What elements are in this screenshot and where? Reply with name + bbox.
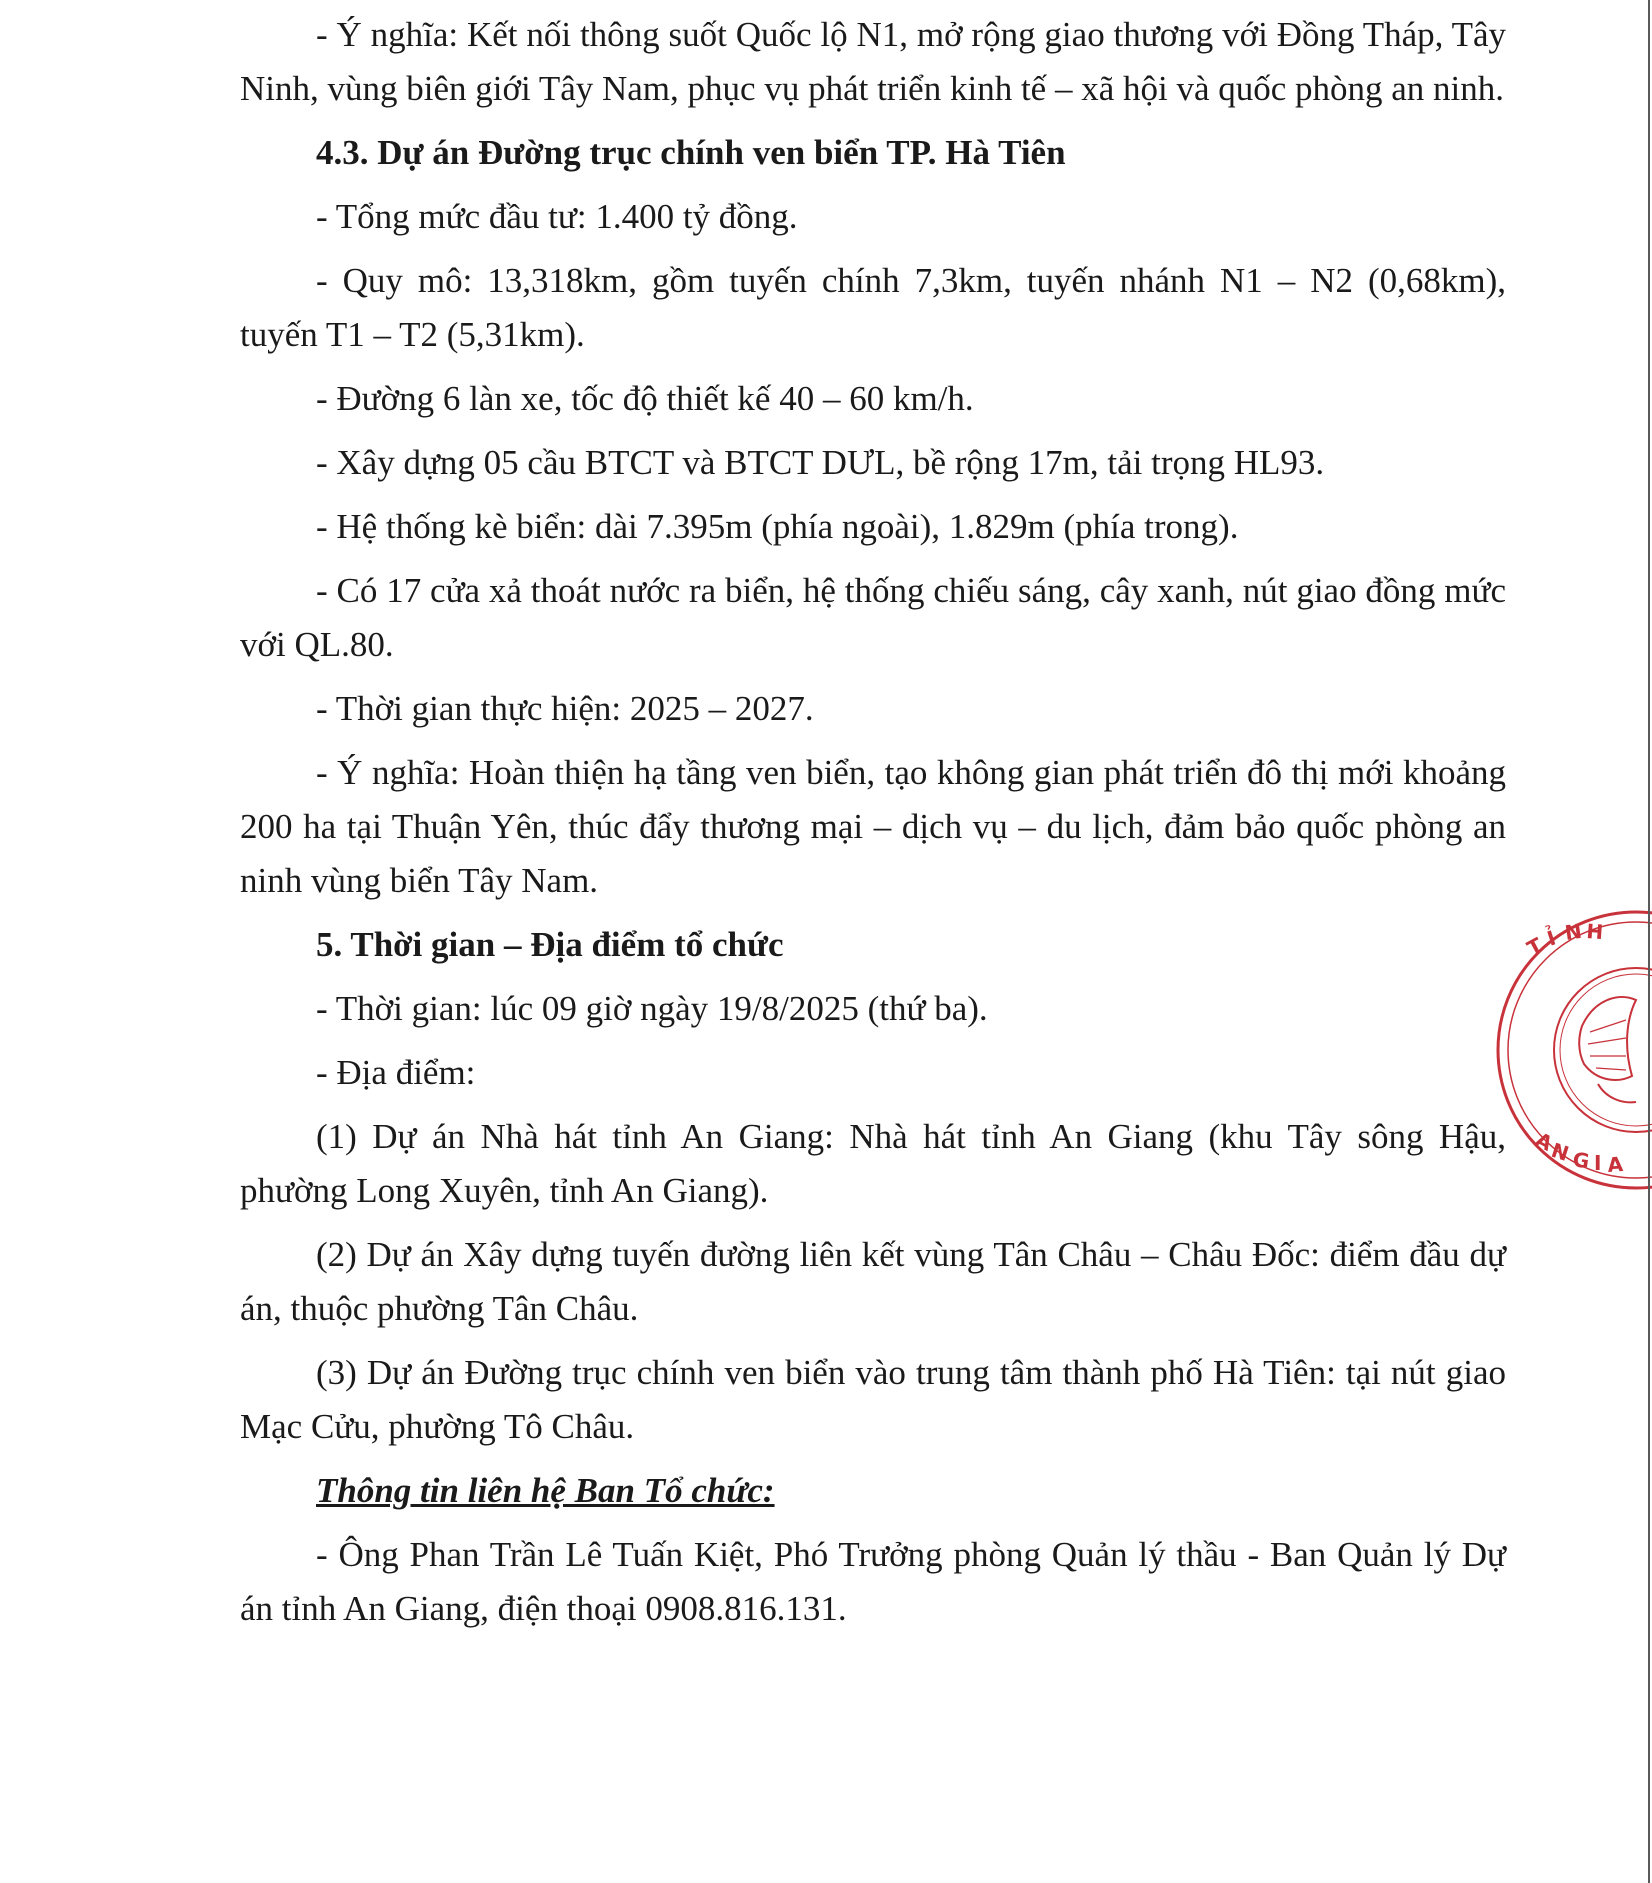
paragraph-bridges: - Xây dựng 05 cầu BTCT và BTCT DƯL, bề rộng 17m, tải trọng HL93.	[316, 443, 1325, 482]
page-edge-line	[1648, 0, 1650, 1883]
paragraph-significance-n1: - Ý nghĩa: Kết nối thông suốt Quốc lộ N1, mở rộng giao thương với Đồng Tháp, Tây Ninh, vùng biên giới Tây Nam, phục vụ phát triển kinh tế – xã hội và quốc phòng an ninh.	[240, 15, 1506, 108]
paragraph-timeline: - Thời gian thực hiện: 2025 – 2027.	[316, 689, 814, 728]
document-body	[240, 8, 1506, 1646]
contact-heading: Thông tin liên hệ Ban Tổ chức:	[316, 1471, 775, 1510]
paragraph-location-1: (1) Dự án Nhà hát tỉnh An Giang: Nhà hát tỉnh An Giang (khu Tây sông Hậu, phường Long Xuyên, tỉnh An Giang).	[240, 1117, 1506, 1210]
svg-text:A: A	[1531, 1127, 1557, 1156]
official-seal-stamp	[1486, 908, 1652, 1196]
svg-text:I: I	[1594, 1151, 1602, 1175]
svg-text:A: A	[1606, 1151, 1624, 1177]
paragraph-location-2: (2) Dự án Xây dựng tuyến đường liên kết vùng Tân Châu – Châu Đốc: điểm đầu dự án, thuộc phường Tân Châu.	[240, 1235, 1506, 1328]
svg-text:N: N	[1563, 918, 1584, 945]
paragraph-sea-embankment: - Hệ thống kè biển: dài 7.395m (phía ngoài), 1.829m (phía trong).	[316, 507, 1239, 546]
paragraph-event-time: - Thời gian: lúc 09 giờ ngày 19/8/2025 (thứ ba).	[316, 989, 988, 1028]
svg-text:H: H	[1585, 919, 1605, 945]
section-heading-5: 5. Thời gian – Địa điểm tổ chức	[316, 925, 784, 964]
paragraph-scale: - Quy mô: 13,318km, gồm tuyến chính 7,3km, tuyến nhánh N1 – N2 (0,68km), tuyến T1 – T2 (5,31km).	[240, 261, 1506, 354]
svg-text:T: T	[1523, 932, 1547, 961]
paragraph-significance-coastal: - Ý nghĩa: Hoàn thiện hạ tầng ven biển, tạo không gian phát triển đô thị mới khoảng 200 ha tại Thuận Yên, thúc đẩy thương mại – dịch vụ – du lịch, đảm bảo quốc phòng an ninh vùng biển Tây Nam.	[240, 753, 1506, 900]
section-heading-4-3: 4.3. Dự án Đường trục chính ven biển TP. Hà Tiên	[316, 133, 1066, 172]
paragraph-drainage: - Có 17 cửa xả thoát nước ra biển, hệ thống chiếu sáng, cây xanh, nút giao đồng mức với QL.80.	[240, 571, 1506, 664]
paragraph-location-3: (3) Dự án Đường trục chính ven biển vào trung tâm thành phố Hà Tiên: tại nút giao Mạc Cửu, phường Tô Châu.	[240, 1353, 1506, 1446]
svg-text:N: N	[1548, 1137, 1572, 1166]
paragraph-location-label: - Địa điểm:	[316, 1053, 476, 1092]
svg-text:G: G	[1571, 1147, 1591, 1174]
paragraph-lanes-speed: - Đường 6 làn xe, tốc độ thiết kế 40 – 60 km/h.	[316, 379, 974, 418]
paragraph-total-investment: - Tổng mức đầu tư: 1.400 tỷ đồng.	[316, 197, 798, 236]
paragraph-contact-person: - Ông Phan Trần Lê Tuấn Kiệt, Phó Trưởng phòng Quản lý thầu - Ban Quản lý Dự án tỉnh An Giang, điện thoại 0908.816.131.	[240, 1535, 1506, 1628]
svg-text:Ỉ: Ỉ	[1544, 925, 1559, 951]
